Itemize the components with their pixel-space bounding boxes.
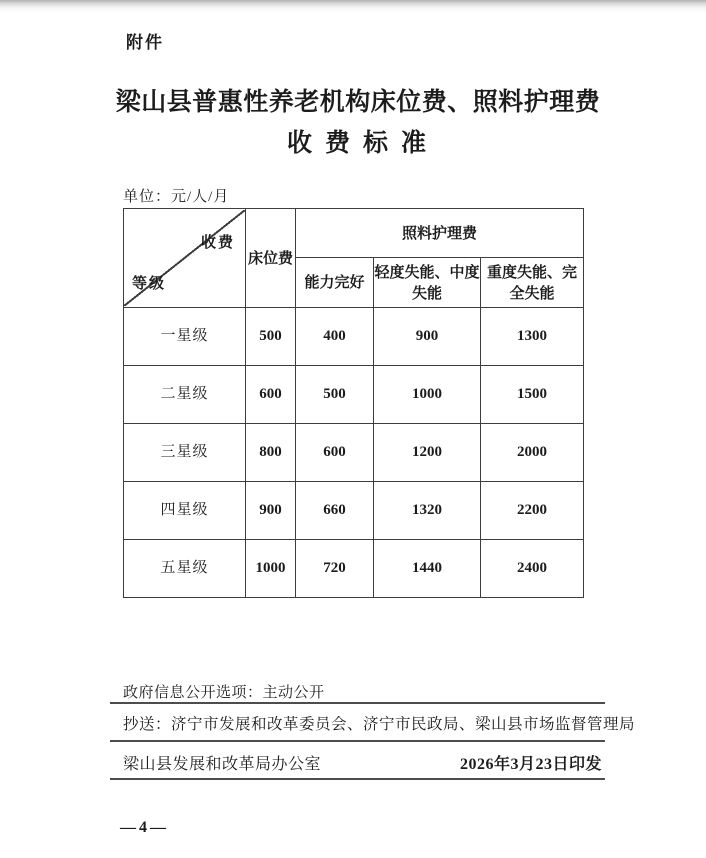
corner-label-level: 等级 bbox=[132, 275, 167, 292]
row-care-severe: 2200 bbox=[481, 482, 584, 540]
header-care-severe-total: 重度失能、完全失能 bbox=[481, 258, 584, 308]
row-care-severe: 1500 bbox=[481, 366, 584, 424]
row-care-mild: 1200 bbox=[374, 424, 481, 482]
unit-label: 单位：元/人/月 bbox=[123, 189, 230, 205]
title-line-2: 收费标准 bbox=[286, 130, 439, 157]
row-care-intact: 500 bbox=[296, 366, 374, 424]
issuing-office-label: 梁山县发展和改革局办公室 bbox=[123, 756, 322, 773]
table-row bbox=[124, 366, 584, 424]
document-title bbox=[0, 88, 706, 159]
footer-divider-1 bbox=[110, 702, 605, 704]
footer-divider-3 bbox=[110, 778, 605, 780]
header-bed-fee: 床位费 bbox=[246, 209, 296, 308]
table-row bbox=[124, 308, 584, 366]
row-care-intact: 600 bbox=[296, 424, 374, 482]
header-care-fee-group: 照料护理费 bbox=[296, 209, 584, 258]
row-bed-fee: 1000 bbox=[246, 540, 296, 598]
diagonal-divider bbox=[124, 210, 245, 306]
cc-line: 抄送：济宁市发展和改革委员会、济宁市民政局、梁山县市场监督管理局 bbox=[123, 716, 636, 733]
title-line-1: 梁山县普惠性养老机构床位费、照料护理费 bbox=[115, 89, 601, 116]
header-care-intact: 能力完好 bbox=[296, 258, 374, 308]
fee-standard-table bbox=[123, 208, 584, 598]
row-level: 五星级 bbox=[124, 540, 246, 598]
disclosure-option-line: 政府信息公开选项：主动公开 bbox=[123, 685, 325, 701]
row-level: 三星级 bbox=[124, 424, 246, 482]
row-care-severe: 2000 bbox=[481, 424, 584, 482]
page-top-edge-shadow bbox=[0, 0, 706, 13]
row-care-intact: 400 bbox=[296, 308, 374, 366]
row-care-mild: 900 bbox=[374, 308, 481, 366]
row-care-mild: 1320 bbox=[374, 482, 481, 540]
table-row bbox=[124, 540, 584, 598]
corner-header-cell bbox=[124, 209, 246, 308]
row-bed-fee: 800 bbox=[246, 424, 296, 482]
row-bed-fee: 900 bbox=[246, 482, 296, 540]
row-care-mild: 1000 bbox=[374, 366, 481, 424]
print-date-label: 2026年3月23日印发 bbox=[459, 756, 602, 773]
row-care-intact: 660 bbox=[296, 482, 374, 540]
row-bed-fee: 500 bbox=[246, 308, 296, 366]
footer-divider-2 bbox=[110, 740, 605, 742]
row-bed-fee: 600 bbox=[246, 366, 296, 424]
row-care-mild: 1440 bbox=[374, 540, 481, 598]
row-care-intact: 720 bbox=[296, 540, 374, 598]
row-care-severe: 1300 bbox=[481, 308, 584, 366]
row-level: 一星级 bbox=[124, 308, 246, 366]
corner-label-fee: 收费 bbox=[200, 234, 235, 251]
attachment-label: 附件 bbox=[126, 33, 164, 52]
header-care-mild-moderate: 轻度失能、中度失能 bbox=[374, 258, 481, 308]
row-care-severe: 2400 bbox=[481, 540, 584, 598]
row-level: 二星级 bbox=[124, 366, 246, 424]
table-row bbox=[124, 482, 584, 540]
page-number: —4— bbox=[120, 819, 169, 836]
row-level: 四星级 bbox=[124, 482, 246, 540]
table-row bbox=[124, 424, 584, 482]
